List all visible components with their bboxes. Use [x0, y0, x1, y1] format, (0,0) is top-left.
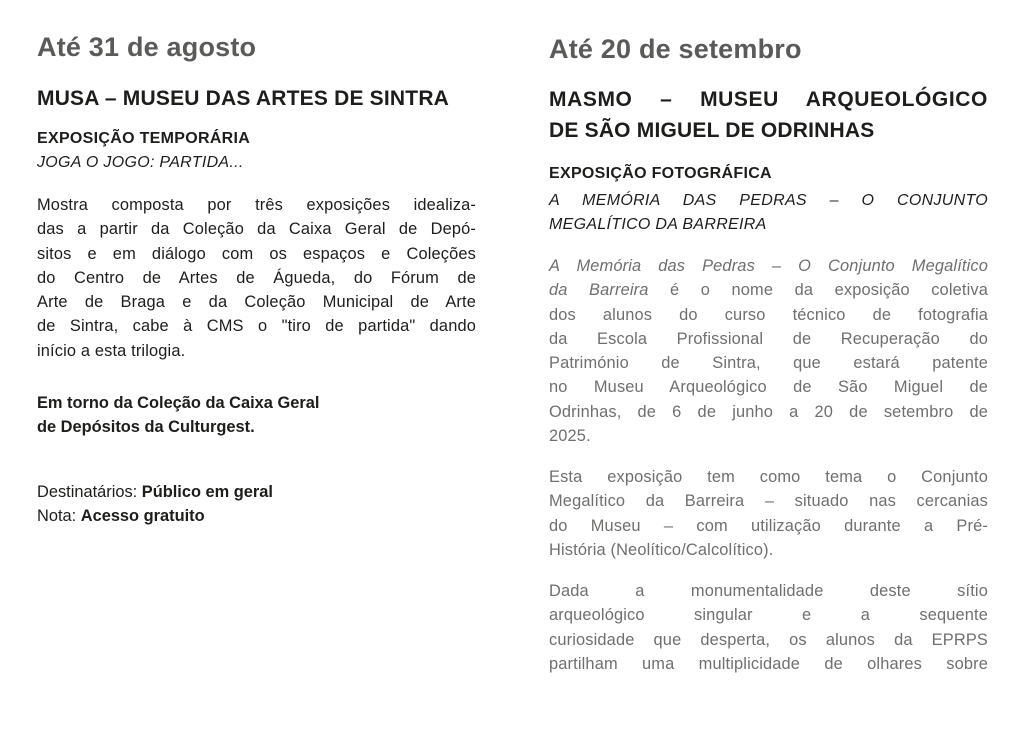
title-rest: é o nome da exposição coletiva — [670, 281, 988, 300]
description-paragraph-3 — [549, 579, 988, 676]
exhibition-subtitle-left: JOGA O JOGO: PARTIDA... — [37, 154, 244, 171]
title-italic: da Barreira — [549, 281, 649, 300]
description-line: História (Neolítico/Calcolítico). — [549, 540, 774, 559]
description-line: arqueológico singular e a sequente — [549, 606, 988, 625]
date-heading-right: Até 20 de setembro — [549, 34, 802, 64]
description-line: curiosidade que desperta, os alunos da EPRPS — [549, 630, 988, 649]
collection-highlight — [37, 391, 319, 439]
venue-title-left: MUSA – MUSEU DAS ARTES DE SINTRA — [37, 87, 450, 110]
description-line: dos alunos do curso técnico de fotografia — [549, 305, 988, 324]
venue-title-right — [549, 84, 988, 146]
description-line: 2025. — [549, 427, 591, 446]
exhibition-subtitle-right — [549, 189, 988, 237]
description-line: início a esta trilogia. — [37, 341, 186, 360]
highlight-line: de Depósitos da Culturgest. — [37, 418, 255, 436]
description-line: partilham uma multiplicidade de olhares sobre — [549, 654, 988, 673]
description-left — [37, 193, 476, 363]
description-paragraph-1 — [549, 254, 988, 448]
description-line: no Museu Arqueológico de São Miguel de — [549, 378, 988, 397]
description-line: Odrinhas, de 6 de junho a 20 de setembro de — [549, 402, 988, 421]
subtitle-line: A MEMÓRIA DAS PEDRAS – O CONJUNTO — [549, 192, 988, 209]
description-line: do Centro de Artes de Águeda, do Fórum de — [37, 268, 476, 287]
description-line: Património de Sintra, que estará patente — [549, 354, 988, 373]
venue-line: DE SÃO MIGUEL DE ODRINHAS — [549, 119, 875, 142]
description-line: Mostra composta por três exposições idealiza- — [37, 196, 476, 214]
description-line: Esta exposição tem como tema o Conjunto — [549, 468, 988, 486]
note-label: Nota: — [37, 507, 77, 525]
highlight-line: Em torno da Coleção da Caixa Geral — [37, 394, 320, 412]
exhibition-kind-left: EXPOSIÇÃO TEMPORÁRIA — [37, 130, 251, 147]
description-line: da Escola Profissional de Recuperação do — [549, 329, 988, 348]
date-heading-left: Até 31 de agosto — [37, 32, 257, 62]
audience-value: Público em geral — [141, 483, 273, 501]
description-line: Arte de Braga e da Coleção Municipal de Arte — [37, 293, 476, 312]
exhibition-kind-right: EXPOSIÇÃO FOTOGRÁFICA — [549, 165, 772, 182]
description-line: Megalítico da Barreira – situado nas cercanias — [549, 492, 988, 511]
note-value: Acesso gratuito — [80, 507, 205, 525]
description-line: de Sintra, cabe à CMS o "tiro de partida" dando — [37, 317, 476, 336]
audience-label: Destinatários: — [37, 483, 138, 501]
description-line: Dada a monumentalidade deste sítio — [549, 582, 988, 600]
description-line — [549, 278, 988, 302]
note-info — [37, 504, 205, 528]
description-line: das a partir da Coleção da Caixa Geral de Depó- — [37, 220, 476, 239]
audience-info — [37, 480, 273, 504]
description-paragraph-2 — [549, 465, 988, 562]
subtitle-line: MEGALÍTICO DA BARREIRA — [549, 216, 767, 233]
description-line: do Museu – com utilização durante a Pré- — [549, 516, 988, 535]
venue-line: MASMO – MUSEU ARQUEOLÓGICO — [549, 88, 988, 111]
description-line: sitos e em diálogo com os espaços e Coleções — [37, 244, 476, 263]
description-line: A Memória das Pedras – O Conjunto Megalítico — [549, 257, 988, 275]
